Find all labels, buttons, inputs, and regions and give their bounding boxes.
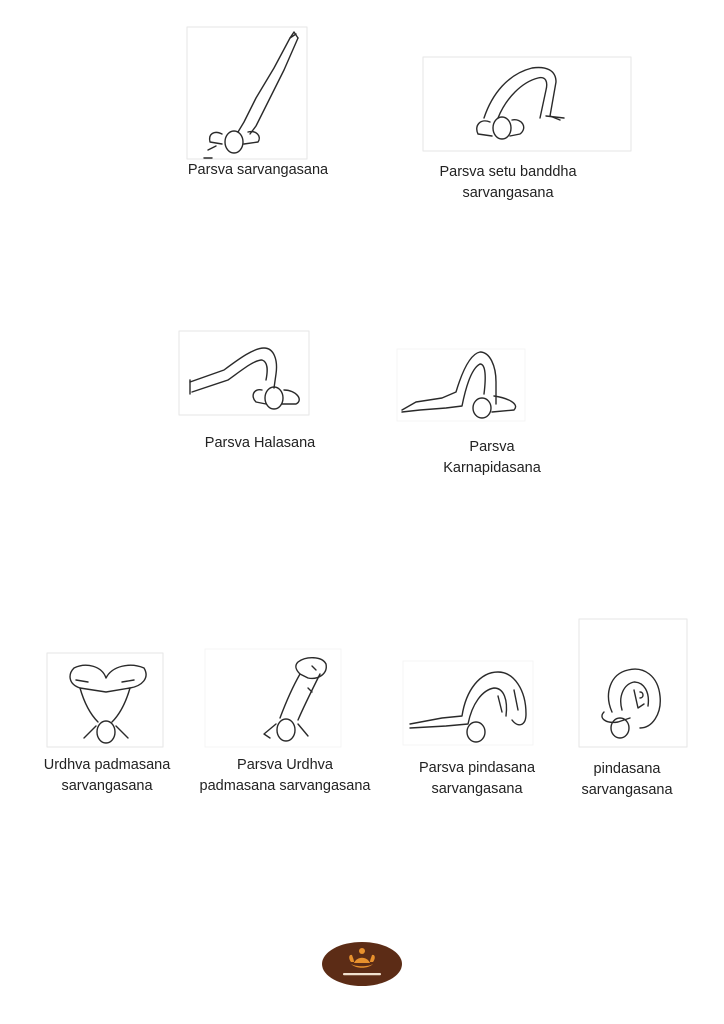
pose-label-line: padmasana sarvangasana [199, 778, 371, 794]
pose-label-line: pindasana [593, 761, 661, 777]
pose-label-urdhva-padmasana-sarvangasana [22, 755, 192, 797]
pose-label-line: Parsva pindasana [418, 760, 536, 776]
pose-label-line: Parsva Urdhva [237, 757, 333, 773]
pose-label-line: sarvangasana [61, 778, 153, 794]
pose-illustration-parsva-karnapidasana [396, 348, 526, 422]
pose-illustration-parsva-halasana [178, 330, 310, 416]
pose-label-line: Parsva setu banddha [439, 164, 577, 180]
pose-illustration-pindasana-sarvangasana [578, 618, 688, 748]
pose-label-line: Parsva sarvangasana [187, 162, 329, 178]
pose-label-line: Parsva [469, 439, 515, 455]
pose-label-line: Karnapidasana [443, 460, 541, 476]
pose-label-parsva-sarvangasana [158, 160, 358, 181]
pose-illustration-parsva-urdhva-padmasana-sarvangasana [204, 648, 342, 748]
pose-label-parsva-halasana [160, 433, 360, 454]
pose-illustration-parsva-sarvangasana [186, 26, 308, 160]
studio-logo [321, 941, 403, 987]
pose-illustration-parsva-pindasana-sarvangasana [402, 660, 534, 746]
pose-label-pindasana-sarvangasana [542, 759, 712, 801]
pose-label-parsva-karnapidasana [392, 437, 592, 479]
pose-illustration-urdhva-padmasana-sarvangasana [46, 652, 164, 748]
pose-illustration-parsva-setu-banddha-sarvangasana [422, 56, 632, 152]
pose-label-parsva-urdhva-padmasana-sarvangasana [190, 755, 380, 797]
pose-label-line: sarvangasana [462, 185, 554, 201]
pose-label-line: sarvangasana [581, 782, 673, 798]
pose-label-line: sarvangasana [431, 781, 523, 797]
pose-label-line: Parsva Halasana [204, 435, 316, 451]
pose-label-line: Urdhva padmasana [43, 757, 171, 773]
pose-label-parsva-setu-banddha-sarvangasana [408, 162, 608, 204]
